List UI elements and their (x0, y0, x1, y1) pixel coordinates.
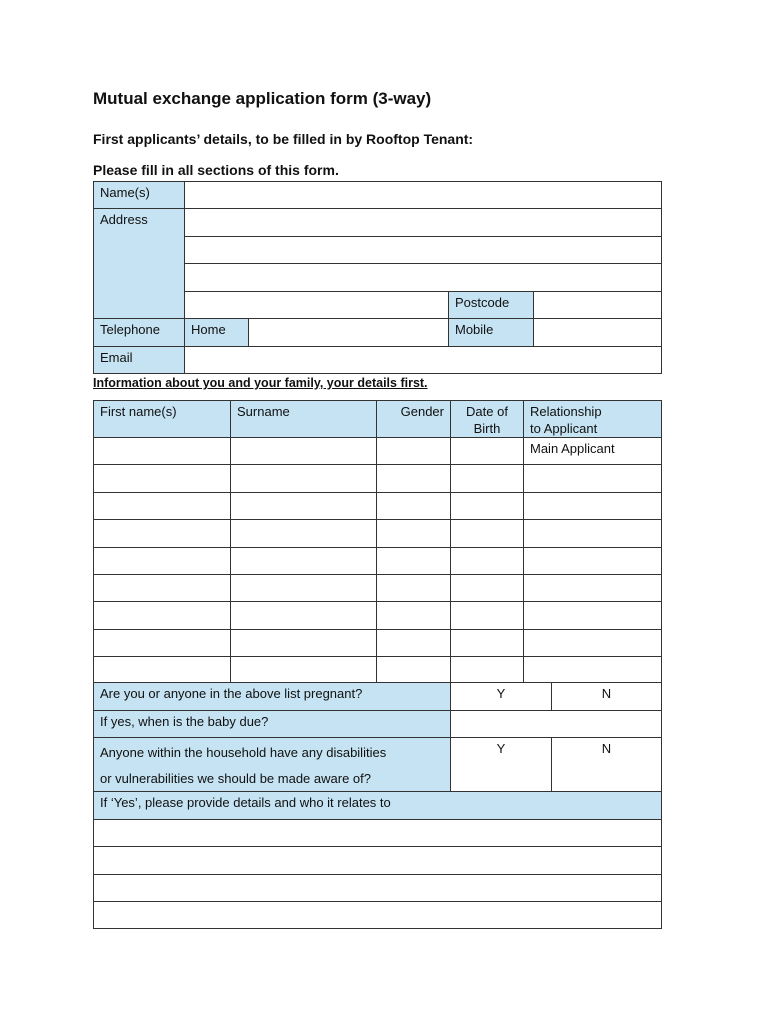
gender-field[interactable] (376, 492, 451, 520)
details-line-2-field[interactable] (93, 846, 662, 875)
surname-field[interactable] (230, 601, 377, 629)
relationship-field[interactable] (523, 547, 662, 575)
address-line-1-field[interactable] (184, 208, 662, 237)
pregnant-question: Are you or anyone in the above list pregnant? (93, 682, 451, 711)
first-name-field[interactable] (93, 547, 231, 575)
surname-field[interactable] (230, 574, 377, 602)
gender-field[interactable] (376, 601, 451, 629)
header-dob-line2: Birth (473, 421, 501, 436)
date-of-birth-field[interactable] (450, 547, 524, 575)
details-prompt: If ‘Yes’, please provide details and who it relates to (93, 791, 662, 820)
section-subtitle: First applicants’ details, to be filled in by Rooftop Tenant: (93, 131, 474, 147)
gender-field[interactable] (376, 547, 451, 575)
address-line-4-field[interactable] (184, 291, 449, 319)
postcode-label: Postcode (448, 291, 534, 319)
surname-field[interactable] (230, 547, 377, 575)
header-relationship (523, 400, 662, 438)
disability-no-option[interactable]: N (551, 737, 662, 792)
relationship-field[interactable] (523, 629, 662, 657)
details-line-1-field[interactable] (93, 819, 662, 847)
gender-field[interactable] (376, 437, 451, 465)
header-first-name: First name(s) (93, 400, 231, 438)
home-phone-field[interactable] (248, 318, 449, 347)
baby-due-question: If yes, when is the baby due? (93, 710, 451, 738)
relationship-field[interactable] (523, 464, 662, 492)
header-relationship-line2: to Applicant (530, 421, 598, 436)
email-field[interactable] (184, 346, 662, 374)
address-line-2-field[interactable] (184, 236, 662, 264)
date-of-birth-field[interactable] (450, 574, 524, 602)
first-name-field[interactable] (93, 519, 231, 547)
form-instruction: Please fill in all sections of this form. (93, 162, 339, 178)
names-field[interactable] (184, 181, 662, 209)
first-name-field[interactable] (93, 437, 231, 465)
address-label: Address (93, 208, 185, 319)
header-date-of-birth (450, 400, 524, 438)
relationship-field[interactable]: Main Applicant (523, 437, 662, 465)
date-of-birth-field[interactable] (450, 629, 524, 657)
date-of-birth-field[interactable] (450, 519, 524, 547)
baby-due-field[interactable] (450, 710, 662, 738)
gender-field[interactable] (376, 656, 451, 684)
first-name-field[interactable] (93, 629, 231, 657)
date-of-birth-field[interactable] (450, 492, 524, 520)
page-title: Mutual exchange application form (3-way) (93, 89, 432, 108)
header-dob-line1: Date of (466, 404, 508, 419)
first-name-field[interactable] (93, 656, 231, 684)
address-line-3-field[interactable] (184, 263, 662, 292)
relationship-field[interactable] (523, 492, 662, 520)
surname-field[interactable] (230, 464, 377, 492)
first-name-field[interactable] (93, 601, 231, 629)
first-name-field[interactable] (93, 574, 231, 602)
pregnant-yes-option[interactable]: Y (450, 682, 552, 711)
gender-field[interactable] (376, 574, 451, 602)
gender-field[interactable] (376, 629, 451, 657)
surname-field[interactable] (230, 629, 377, 657)
family-section-heading: Information about you and your family, your details first. (93, 376, 428, 390)
gender-field[interactable] (376, 519, 451, 547)
header-surname: Surname (230, 400, 377, 438)
date-of-birth-field[interactable] (450, 464, 524, 492)
surname-field[interactable] (230, 519, 377, 547)
relationship-field[interactable] (523, 601, 662, 629)
mobile-label: Mobile (448, 318, 534, 347)
disability-question-line2: or vulnerabilities we should be made aware of? (100, 771, 371, 786)
details-line-4-field[interactable] (93, 901, 662, 929)
header-relationship-line1: Relationship (530, 404, 602, 419)
first-name-field[interactable] (93, 492, 231, 520)
pregnant-no-option[interactable]: N (551, 682, 662, 711)
relationship-field[interactable] (523, 574, 662, 602)
surname-field[interactable] (230, 437, 377, 465)
disability-question-line1: Anyone within the household have any disabilities (100, 745, 387, 760)
mobile-field[interactable] (533, 318, 662, 347)
postcode-field[interactable] (533, 291, 662, 319)
names-label: Name(s) (93, 181, 185, 209)
surname-field[interactable] (230, 656, 377, 684)
header-gender: Gender (376, 400, 451, 438)
disability-yes-option[interactable]: Y (450, 737, 552, 792)
email-label: Email (93, 346, 185, 374)
date-of-birth-field[interactable] (450, 601, 524, 629)
first-name-field[interactable] (93, 464, 231, 492)
disability-question (93, 737, 451, 792)
date-of-birth-field[interactable] (450, 656, 524, 684)
relationship-field[interactable] (523, 519, 662, 547)
home-label: Home (184, 318, 249, 347)
surname-field[interactable] (230, 492, 377, 520)
relationship-field[interactable] (523, 656, 662, 684)
date-of-birth-field[interactable] (450, 437, 524, 465)
details-line-3-field[interactable] (93, 874, 662, 902)
gender-field[interactable] (376, 464, 451, 492)
telephone-label: Telephone (93, 318, 185, 347)
